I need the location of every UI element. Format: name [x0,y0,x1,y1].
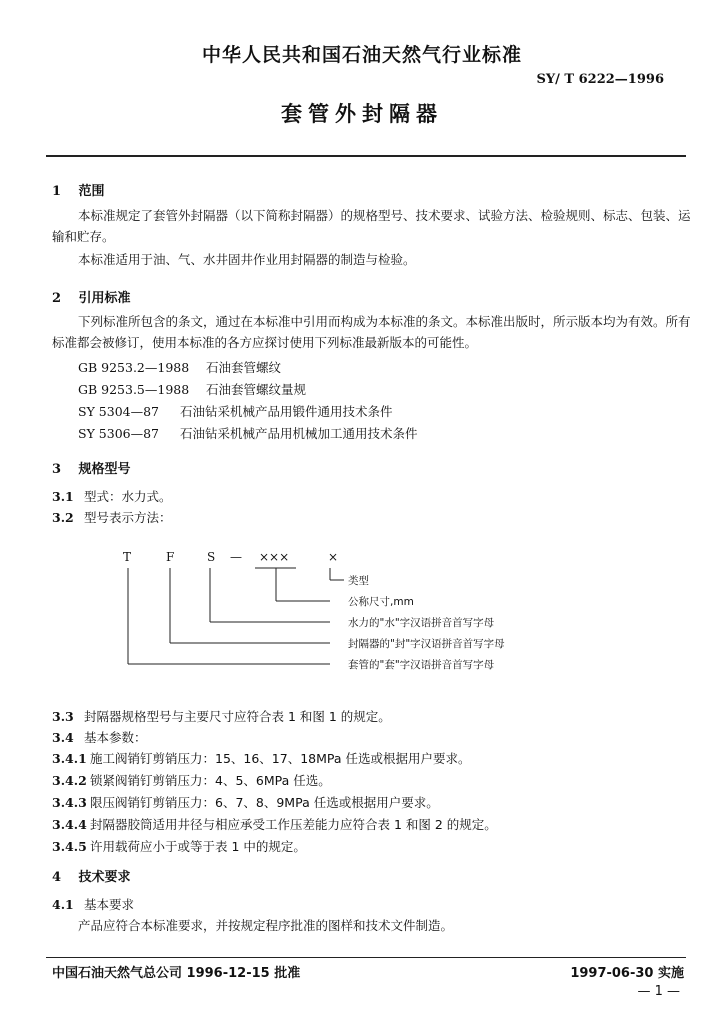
section-4-heading [52,866,131,885]
footer-rule [46,957,686,958]
clause-number: 3.2 [52,510,74,525]
implementation-date: 1997-06-30 实施 [570,966,684,981]
label-hydraulic: 水力的"水"字汉语拼音首写字母 [348,617,495,629]
standard-code: SY/ T 6222—1996 [536,72,664,87]
section-title: 范围 [78,184,105,199]
section-title: 规格型号 [78,462,131,477]
document-title: 套管外封隔器 [281,102,443,126]
clause-text: 封隔器胶筒适用井径与相应承受工作压差能力应符合表 1 和图 2 的规定。 [90,817,497,832]
clause-text: 封隔器规格型号与主要尺寸应符合表 1 和图 1 的规定。 [84,709,391,724]
clause-number: 3.3 [52,709,74,724]
clause-text: 基本参数： [84,730,147,745]
model-dash: — [230,550,242,564]
clause-3-3 [52,707,391,725]
model-size-placeholder: ××× [259,550,290,564]
model-letter-t: T [123,550,132,564]
issuing-organization: 中华人民共和国石油天然气行业标准 [201,44,522,66]
model-letter-f: F [166,550,175,564]
reference-code: GB 9253.2—1988 [78,360,190,375]
section-number: 4 [52,870,62,885]
clause-text: 型式：水力式。 [84,489,172,504]
section-title: 引用标准 [78,291,131,306]
clause-number: 3.4.5 [52,839,87,854]
page-number: — 1 — [637,984,680,999]
clause-number: 3.1 [52,489,74,504]
approval-line: 中国石油天然气总公司 1996-12-15 批准 [52,966,301,981]
reference-code: GB 9253.5—1988 [78,382,190,397]
model-letter-s: S [207,550,216,564]
section-1-paragraph-2: 本标准适用于油、气、水井固井作业用封隔器的制造与检验。 [78,252,416,267]
clause-text: 施工阀销钉剪销压力：15、16、17、18MPa 任选或根据用户要求。 [90,751,471,766]
clause-number: 3.4 [52,730,74,745]
label-nominal-size: 公称尺寸,mm [348,596,414,608]
section-2-intro: 下列标准所包含的条文，通过在本标准中引用而构成为本标准的条文。本标准出版时，所示版本均为有效。所有标准都会被修订，使用本标准的各方应探讨使用下列标准最新版本的可能性。 [52,314,691,350]
clause-number: 4.1 [52,897,74,912]
reference-code: SY 5304—87 [78,404,160,419]
clause-3-4-1 [52,749,471,767]
clause-3-4-2 [52,771,331,789]
section-number: 3 [52,462,62,477]
section-number: 1 [52,184,62,199]
label-packer: 封隔器的"封"字汉语拼音首写字母 [348,638,505,650]
clause-4-1 [52,895,134,913]
clause-text: 基本要求 [84,897,135,912]
clause-number: 3.4.2 [52,773,87,788]
label-type: 类型 [348,575,369,587]
clause-3-4-4 [52,815,497,833]
clause-text: 锁紧阀销钉剪销压力：4、5、6MPa 任选。 [90,773,331,788]
section-1-paragraph-1: 本标准规定了套管外封隔器（以下简称封隔器）的规格型号、技术要求、试验方法、检验规则、标志、包装、运输和贮存。 [52,208,691,244]
reference-title: 石油钻采机械产品用机械加工通用技术条件 [179,426,418,441]
reference-title: 石油套管螺纹 [205,360,281,375]
reference-title: 石油套管螺纹量规 [205,382,306,397]
clause-3-4 [52,728,147,746]
reference-title: 石油钻采机械产品用锻件通用技术条件 [179,404,393,419]
clause-4-1-text: 产品应符合本标准要求，并按规定程序批准的图样和技术文件制造。 [78,918,454,933]
section-number: 2 [52,291,62,306]
clause-3-4-3 [52,793,439,811]
clause-text: 限压阀销钉剪销压力：6、7、8、9MPa 任选或根据用户要求。 [90,795,439,810]
label-casing: 套管的"套"字汉语拼音首写字母 [348,659,495,671]
clause-3-4-5 [52,837,306,855]
clause-text: 型号表示方法： [84,510,172,525]
section-title: 技术要求 [78,870,131,885]
clause-number: 3.4.4 [52,817,87,832]
model-type-placeholder: × [328,550,339,564]
clause-number: 3.4.3 [52,795,87,810]
reference-code: SY 5306—87 [78,426,160,441]
clause-number: 3.4.1 [52,751,87,766]
clause-text: 许用载荷应小于或等于表 1 中的规定。 [90,839,306,854]
